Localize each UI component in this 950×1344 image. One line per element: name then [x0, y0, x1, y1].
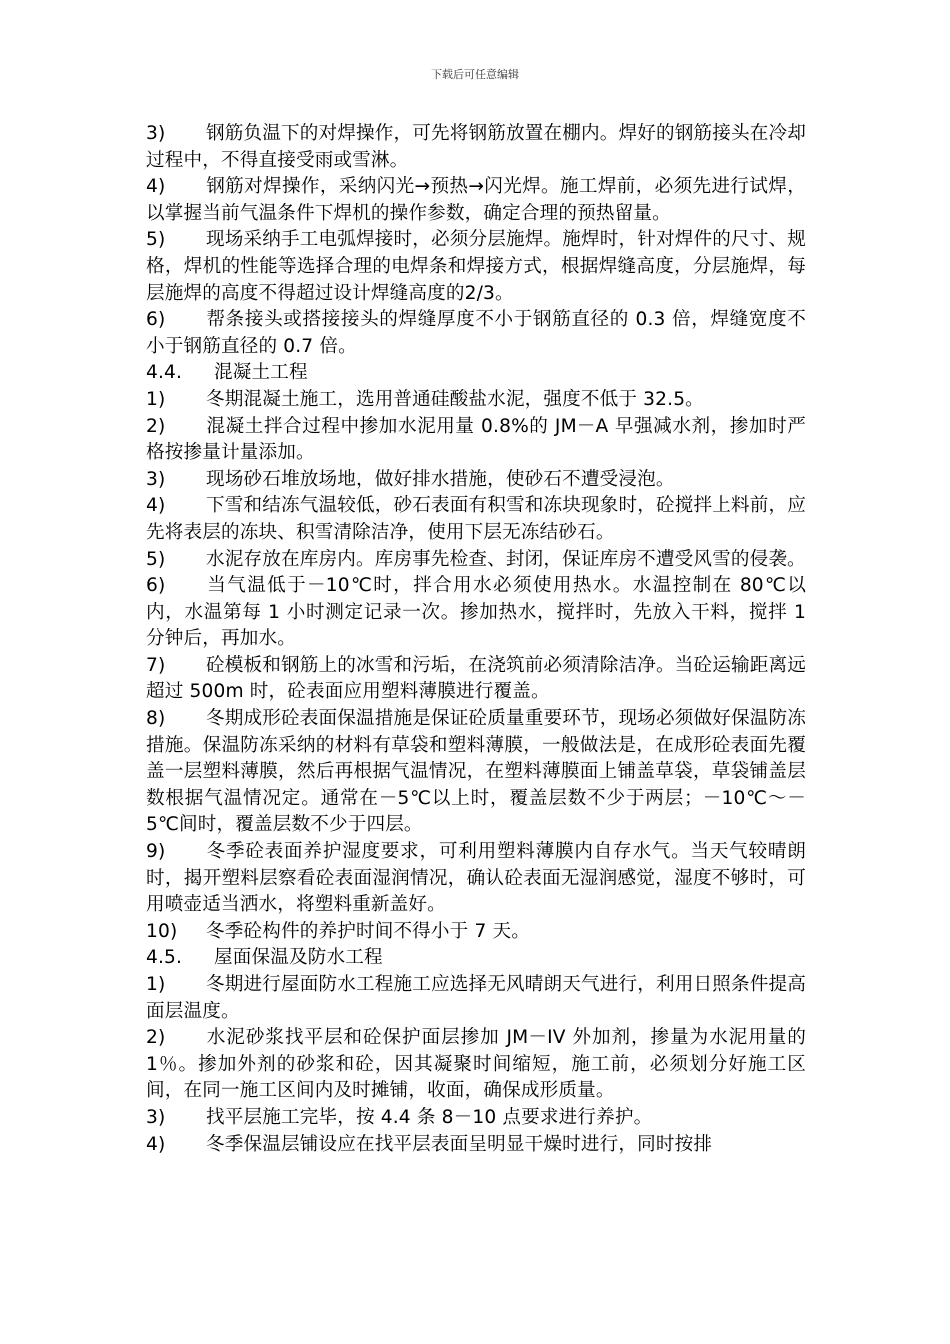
page-header: 下载后可任意编辑: [431, 68, 519, 81]
paragraph-text: 水泥存放在库房内。库房事先检查、封闭，保证库房不遭受风雪的侵袭。: [206, 548, 806, 570]
paragraph-text: 砼模板和钢筋上的冰雪和污垢，在浇筑前必须清除洁净。当砼运输距离远超过 500m 时，砼表面应用塑料薄膜进行覆盖。: [146, 654, 806, 703]
paragraph: [146, 1132, 806, 1159]
paragraph-text: 冬期混凝土施工，选用普通硅酸盐水泥，强度不低于 32.5。: [206, 388, 704, 410]
item-number: 2): [146, 1027, 166, 1049]
paragraph: [146, 227, 806, 307]
paragraph: [146, 706, 806, 839]
paragraph-text: 冬季砼构件的养护时间不得小于 7 天。: [206, 920, 531, 942]
item-number: 3): [146, 1106, 166, 1128]
document-body: [146, 121, 806, 1158]
item-number: 9): [146, 841, 166, 863]
paragraph: [146, 467, 806, 494]
item-number: 4): [146, 1133, 166, 1155]
item-number: 3): [146, 123, 166, 144]
paragraph-text: 混凝土拌合过程中掺加水泥用量 0.8%的 JM－A 早强减水剂，掺加时严格按掺量计量添加。: [146, 415, 806, 464]
paragraph-text: 钢筋负温下的对焊操作，可先将钢筋放置在棚内。焊好的钢筋接头在冷却过程中，不得直接受雨或雪淋。: [146, 123, 806, 171]
paragraph: [146, 121, 806, 174]
paragraph: [146, 387, 806, 414]
paragraph-text: 当气温低于－10℃时，拌合用水必须使用热水。水温控制在 80℃以内，水温第每 1 小时测定记录一次。掺加热水，搅拌时，先放入干料，搅拌 1 分钟后，再加水。: [146, 575, 806, 650]
section-title: 屋面保温及防水工程: [214, 947, 383, 969]
paragraph: [146, 547, 806, 574]
section-number: 4.5.: [146, 947, 183, 969]
paragraph: [146, 919, 806, 946]
item-number: 5): [146, 229, 166, 251]
item-number: 6): [146, 309, 166, 331]
paragraph-text: 冬季砼表面养护湿度要求，可利用塑料薄膜内自存水气。当天气较晴朗时，揭开塑料层察看砼表面湿润情况，确认砼表面无湿润感觉，湿度不够时，可用喷壶适当洒水，将塑料重新盖好。: [146, 841, 806, 916]
item-number: 1): [146, 388, 166, 410]
paragraph-text: 钢筋对焊操作，采纳闪光→预热→闪光焊。施工焊前，必须先进行试焊，以掌握当前气温条件下焊机的操作参数，确定合理的预热留量。: [146, 176, 806, 224]
paragraph: [146, 972, 806, 1025]
item-number: 4): [146, 495, 166, 517]
paragraph: [146, 493, 806, 546]
section-number: 4.4.: [146, 362, 183, 384]
item-number: 1): [146, 974, 166, 995]
paragraph: [146, 573, 806, 653]
paragraph-text: 冬季保温层铺设应在找平层表面呈明显干燥时进行，同时按排: [206, 1133, 713, 1155]
item-number: 2): [146, 415, 166, 437]
paragraph-text: 水泥砂浆找平层和砼保护面层掺加 JM－IV 外加剂，掺量为水泥用量的 1％。掺加外剂的砂浆和砼，因其凝聚时间缩短，施工前，必须划分好施工区间，在同一施工区间内及时摊铺，收面，确保成形质量。: [146, 1027, 806, 1102]
paragraph-text: 现场采纳手工电弧焊接时，必须分层施焊。施焊时，针对焊件的尺寸、规格，焊机的性能等选择合理的电焊条和焊接方式，根据焊缝高度，分层施焊，每层施焊的高度不得超过设计焊缝高度的2/3。: [146, 229, 806, 304]
paragraph: [146, 839, 806, 919]
paragraph-text: 冬期成形砼表面保温措施是保证砼质量重要环节，现场必须做好保温防冻措施。保温防冻采纳的材料有草袋和塑料薄膜，一般做法是，在成形砼表面先覆盖一层塑料薄膜，然后再根据气温情况，在塑料薄膜面上铺盖草袋，草袋铺盖层数根据气温情况定。通常在－5℃以上时，覆盖层数不少于两层；－10℃～－5℃间时，覆盖层数不少于四层。: [146, 708, 806, 836]
section-title: 混凝土工程: [214, 362, 308, 384]
section-heading: [146, 945, 806, 972]
paragraph-text: 找平层施工完毕，按 4.4 条 8－10 点要求进行养护。: [206, 1106, 653, 1128]
section-heading: [146, 360, 806, 387]
paragraph: [146, 1025, 806, 1105]
paragraph-text: 现场砂石堆放场地，做好排水措施，使砂石不遭受浸泡。: [206, 468, 675, 490]
paragraph-text: 冬期进行屋面防水工程施工应选择无风晴朗天气进行，利用日照条件提高面层温度。: [146, 974, 806, 1022]
paragraph: [146, 653, 806, 706]
item-number: 5): [146, 548, 166, 570]
paragraph: [146, 307, 806, 360]
item-number: 10): [146, 920, 178, 942]
paragraph: [146, 174, 806, 227]
item-number: 8): [146, 708, 166, 730]
paragraph-text: 下雪和结冻气温较低，砂石表面有积雪和冻块现象时，砼搅拌上料前，应先将表层的冻块、积雪清除洁净，使用下层无冻结砂石。: [146, 495, 806, 543]
paragraph: [146, 1105, 806, 1132]
item-number: 7): [146, 654, 166, 676]
item-number: 6): [146, 575, 166, 597]
item-number: 3): [146, 468, 166, 490]
item-number: 4): [146, 176, 166, 198]
paragraph-text: 帮条接头或搭接接头的焊缝厚度不小于钢筋直径的 0.3 倍，焊缝宽度不小于钢筋直径的 0.7 倍。: [146, 309, 806, 357]
paragraph: [146, 414, 806, 467]
